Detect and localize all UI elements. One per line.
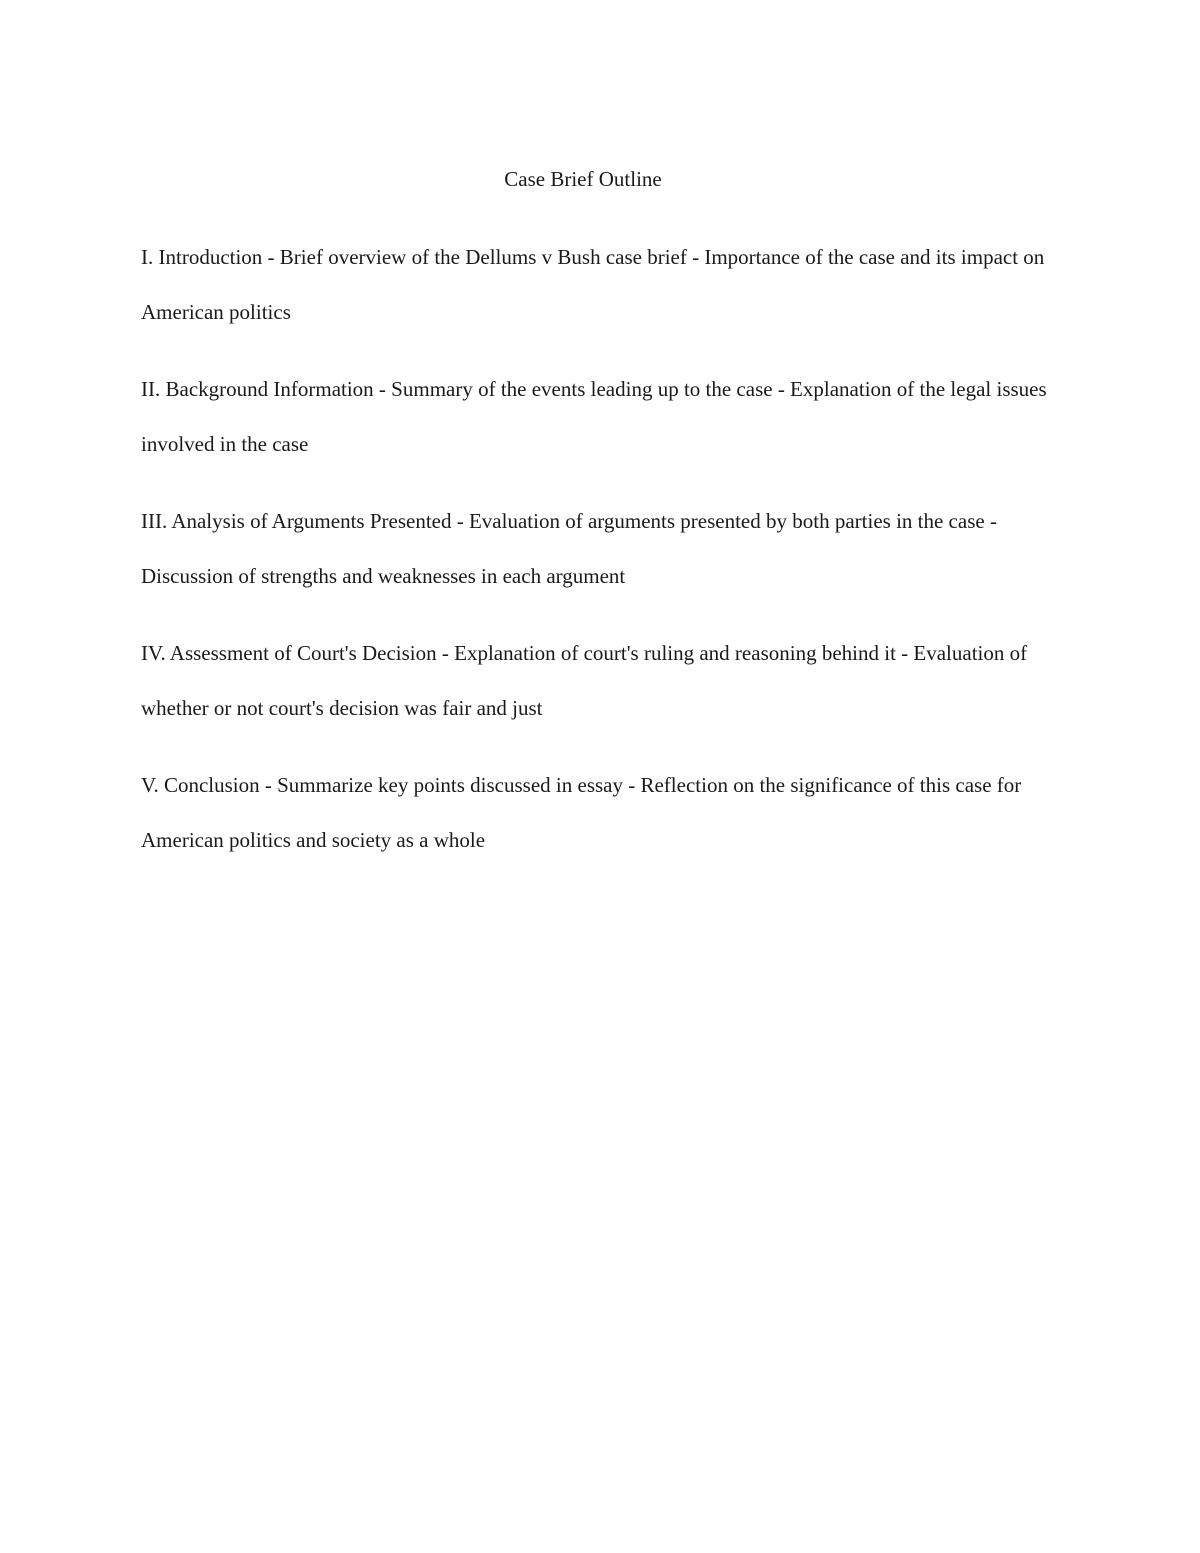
outline-list xyxy=(141,230,1071,890)
outline-section-introduction: I. Introduction - Brief overview of the Dellums v Bush case brief - Importance of the case and its impact on American politics xyxy=(141,245,1045,324)
outline-section-background: II. Background Information - Summary of the events leading up to the case - Explanation of the legal issues involved in the case xyxy=(141,377,1047,456)
outline-section-assessment: IV. Assessment of Court's Decision - Explanation of court's ruling and reasoning behind it - Evaluation of whether or not court's decision was fair and just xyxy=(141,641,1028,720)
outline-section-conclusion: V. Conclusion - Summarize key points discussed in essay - Reflection on the significance of this case for American politics and society as a whole xyxy=(141,773,1022,852)
page-title: Case Brief Outline xyxy=(504,167,662,191)
outline-section-analysis: III. Analysis of Arguments Presented - Evaluation of arguments presented by both parties in the case - Discussion of strengths and weaknesses in each argument xyxy=(141,509,997,588)
